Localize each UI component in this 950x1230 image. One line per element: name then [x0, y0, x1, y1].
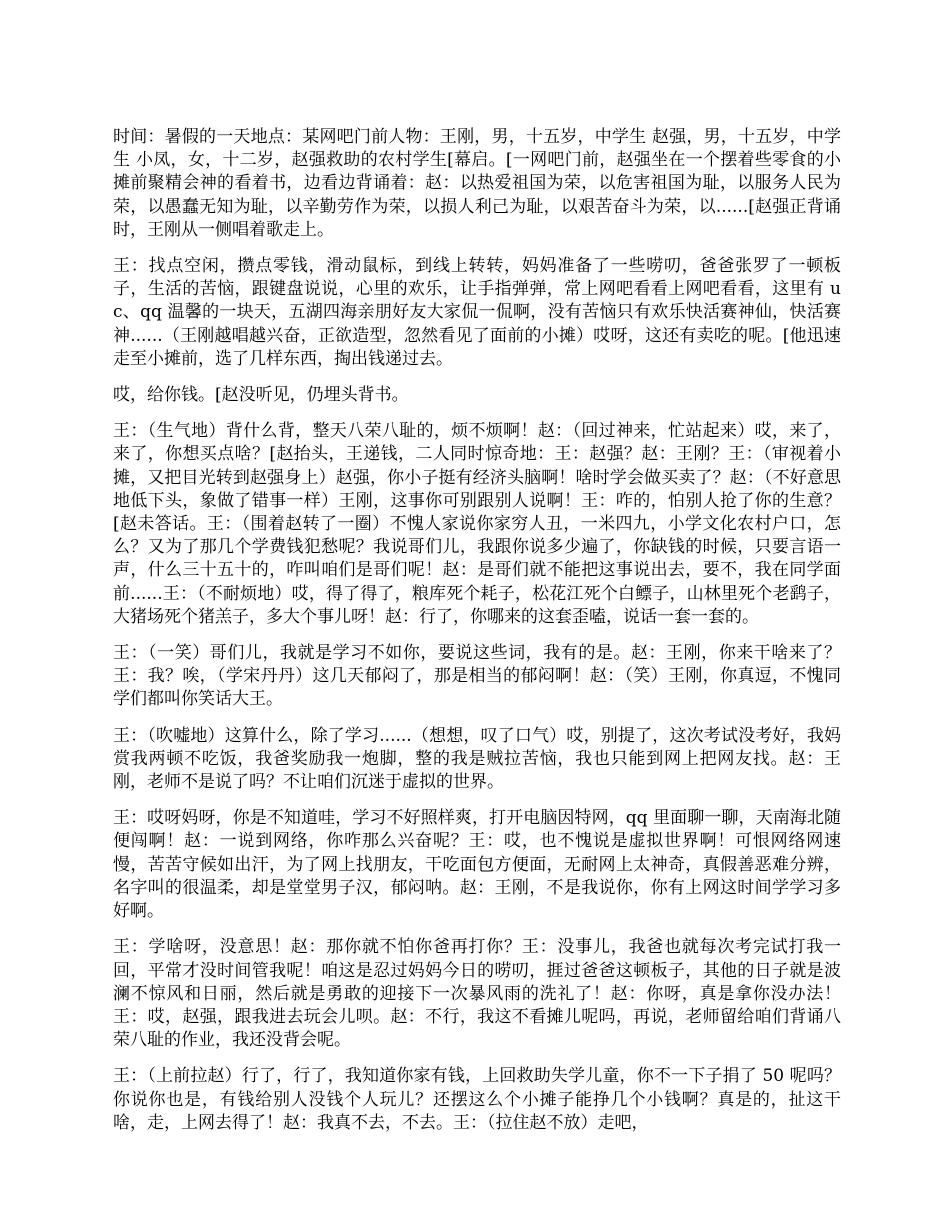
paragraph-5: 王：（一笑）哥们儿，我就是学习不如你，要说这些词，我有的是。赵：王刚，你来干啥来了？王：我？唉，（学宋丹丹）这几天郁闷了，那是相当的郁闷啊！赵：（笑）王刚，你真逗，不愧同学们都叫你笑话大王。	[113, 643, 841, 710]
document-body	[113, 126, 841, 1148]
paragraph-6: 王：（吹嘘地）这算什么，除了学习......（想想，叹了口气）哎，别提了，这次考试没考好，我妈赏我两顿不吃饭，我爸奖励我一炮脚，整的我是贼拉苦恼，我也只能到网上把网友找。赵：王刚，老师不是说了吗？不让咱们沉迷于虚拟的世界。	[113, 725, 841, 793]
paragraph-3: 哎，给你钱。[赵没听见，仍埋头背书。	[113, 385, 409, 406]
paragraph-4: 王：（生气地）背什么背，整天八荣八耻的，烦不烦啊！赵：（回过神来，忙站起来）哎，来了，来了，你想买点啥？[赵抬头，王递钱，二人同时惊奇地：王：赵强？赵：王刚？王：（审视着小摊，又把目光转到赵强身上）赵强，你小子挺有经济头脑啊！啥时学会做买卖了？赵：（不好意思地低下头，象做了错事一样）王刚，这事你可别跟别人说啊！王：咋的，怕别人抢了你的生意？[赵未答话。王：（围着赵转了一圈）不愧人家说你家穷人丑，一米四九，小学文化农村户口，怎么？又为了那几个学费钱犯愁呢？我说哥们儿，我跟你说多少遍了，你缺钱的时候，只要言语一声，什么三十五十的，咋叫咱们是哥们呢！赵：是哥们就不能把这事说出去，要不，我在同学面前......王：（不耐烦地）哎，得了得了，粮库死个耗子，松花江死个白鳔子，山林里死个老鹞子，大猪场死个猪羔子，多大个事儿呀！赵：行了，你哪来的这套歪嗑，说话一套一套的。	[113, 421, 841, 627]
paragraph-8: 王：学啥呀，没意思！赵：那你就不怕你爸再打你？王：没事儿，我爸也就每次考完试打我一回，平常才没时间管我呢！咱这是忍过妈妈今日的唠叨，捱过爸爸这顿板子，其他的日子就是波澜不惊风和日丽，然后就是勇敢的迎接下一次暴风雨的洗礼了！赵：你呀，真是拿你没办法！王：哎，赵强，跟我进去玩会儿呗。赵：不行，我这不看摊儿呢吗，再说，老师留给咱们背诵八荣八耻的作业，我还没背会呢。	[113, 937, 841, 1051]
paragraph-1: 时间：暑假的一天地点：某网吧门前人物：王刚，男，十五岁，中学生 赵强，男，十五岁，中学生 小凤，女，十二岁，赵强救助的农村学生[幕启。[一网吧门前，赵强坐在一个摆着些零食的小摊前聚精会神的看着书，边看边背诵着：赵：以热爱祖国为荣，以危害祖国为耻，以服务人民为荣，以愚蠢无知为耻，以辛勤劳作为荣，以损人利己为耻，以艰苦奋斗为荣，以......[赵强正背诵时，王刚从一侧唱着歌走上。	[113, 127, 841, 240]
paragraph-2: 王：找点空闲，攒点零钱，滑动鼠标，到线上转转，妈妈准备了一些唠叨，爸爸张罗了一顿板子，生活的苦恼，跟键盘说说，心里的欢乐，让手指弹弹，常上网吧看看上网吧看看，这里有 uc、qq 温馨的一块天，五湖四海亲朋好友大家侃一侃啊，没有苦恼只有欢乐快活赛神仙，快活赛神......（王刚越唱越兴奋，正欲造型，忽然看见了面前的小摊）哎呀，这还有卖吃的呢。[他迅速走至小摊前，选了几样东西，掏出钱递过去。	[113, 256, 841, 369]
paragraph-7: 王：哎呀妈呀，你是不知道哇，学习不好照样爽，打开电脑因特网，qq 里面聊一聊，天南海北随便闯啊！赵：一说到网络，你咋那么兴奋呢？王：哎，也不愧说是虚拟世界啊！可恨网络网速慢，苦苦守候如出汗，为了网上找朋友，干吃面包方便面，无耐网上太神奇，真假善恶难分辨，名字叫的很温柔，却是堂堂男子汉，郁闷呐。赵：王刚，不是我说你，你有上网这时间学学习多好啊。	[113, 808, 841, 922]
paragraph-9: 王：（上前拉赵）行了，行了，我知道你家有钱，上回救助失学儿童，你不一下子捐了 50 呢吗？你说你也是，有钱给别人没钱个人玩儿？还摆这么个小摊子能挣几个小钱啊？真是的，扯这干啥，走，上网去得了！赵：我真不去，不去。王：（拉住赵不放）走吧，	[113, 1066, 841, 1133]
